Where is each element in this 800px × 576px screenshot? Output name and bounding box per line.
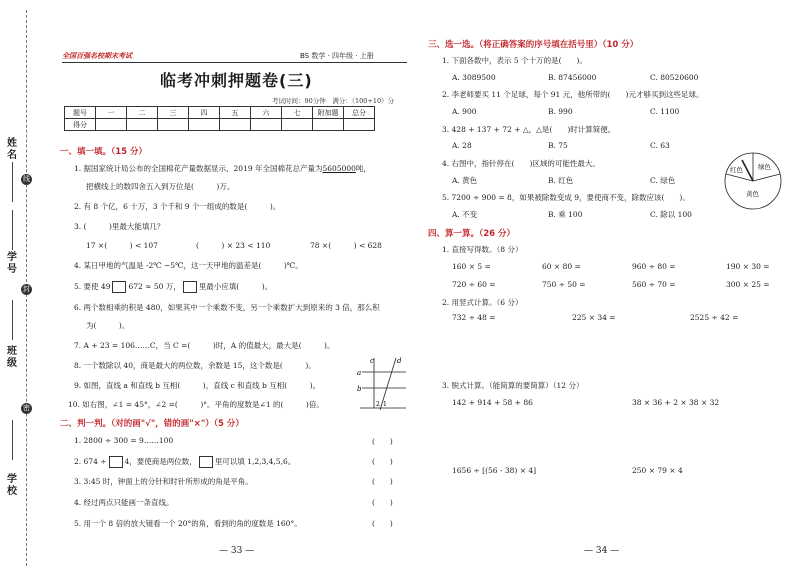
score-header-cell: 总分 [344, 107, 375, 119]
oral-item: 960 ÷ 80 = [632, 262, 676, 271]
compute-part-3: 3. 脱式计算。（能简算的要简算）（12 分） [442, 381, 584, 390]
seal-mark: 密 [23, 404, 30, 412]
question-1-cont: 把横线上的数四舍五入到万位是( )万。 [86, 182, 235, 191]
detached-item: 142 + 914 + 58 + 86 [452, 398, 533, 407]
q5-text: 里最小应填( )。 [198, 282, 273, 291]
option: A. 28 [452, 141, 472, 150]
score-header-cell: 二 [127, 107, 158, 119]
name-underline [12, 162, 13, 202]
question-2: 2. 有 8 个亿，6 十万，3 个千和 9 个一组成的数是( )。 [74, 202, 281, 211]
question-6: 6. 两个数相乘的积是 480，如果其中一个乘数不变，另一个乘数扩大到原来的 3 倍，那么积 [74, 303, 380, 312]
answer-bracket[interactable]: ( ) [372, 519, 393, 528]
q5-text: 672 ≈ 50 万， [128, 282, 181, 291]
header-rule [62, 62, 407, 63]
option: C. 绿色 [650, 176, 676, 185]
page-number-right: — 34 — [584, 546, 620, 556]
name-label: 姓名 [7, 138, 17, 161]
question-1 [74, 163, 371, 174]
score-header-cell: 七 [282, 107, 313, 119]
seal-mark: 封 [23, 285, 30, 293]
question-8: 8. 一个数除以 40，商是最大的两位数，余数是 15，这个数是( )。 [74, 361, 316, 370]
score-cell[interactable] [313, 119, 344, 131]
question-6-cont: 为( )。 [86, 321, 130, 330]
seal-mark: 线 [23, 175, 30, 183]
answer-bracket[interactable]: ( ) [372, 457, 393, 466]
option: C. 除以 100 [650, 210, 692, 219]
compute-part-1: 1. 直接写得数。（8 分） [442, 245, 523, 254]
score-cell[interactable] [127, 119, 158, 131]
answer-bracket[interactable]: ( ) [372, 477, 393, 486]
section-fill-title: 一、填一填。（15 分） [60, 147, 148, 157]
score-header-cell: 一 [96, 107, 127, 119]
q5-text: 5. 要使 49 [74, 282, 111, 291]
q1-unit: 吨， [355, 164, 371, 173]
angle-1-label: 1 [383, 401, 387, 408]
angle-2-label: 2 [376, 401, 380, 408]
option: A. 900 [452, 107, 477, 116]
page-title: 临考冲刺押题卷(三) [160, 71, 313, 90]
oral-item: 190 × 30 = [726, 262, 770, 271]
compute-part-2: 2. 用竖式计算。（6 分） [442, 298, 523, 307]
series-label: 全国百强名校期末考试 [62, 51, 132, 60]
question-3: 3. ( )里最大能填几？ [74, 222, 165, 231]
option: A. 黄色 [452, 176, 478, 185]
q-text: 2. 674 ÷ [74, 457, 107, 466]
judge-q4: 4. 经过两点只能画一条直线。 [74, 498, 174, 507]
label-a: a [357, 369, 362, 377]
spinner-figure [722, 150, 784, 212]
question-9: 9. 如图，直线 a 和直线 b 互相( )，直线 c 和直线 b 互相( )。 [74, 381, 321, 390]
q-text: 4，要使商是两位数， [124, 457, 197, 466]
sector-yellow-label: 黄色 [746, 190, 759, 198]
judge-q3: 3. 3:45 时，钟面上的分针和时针所形成的角是平角。 [74, 477, 253, 486]
score-cell[interactable] [189, 119, 220, 131]
question-3a: 17 ×( ) < 107 [86, 241, 158, 250]
oral-item: 160 × 5 = [452, 262, 491, 271]
page-number-left: — 33 — [219, 546, 255, 556]
blank-box[interactable] [199, 456, 213, 468]
question-7: 7. A + 23 = 106……C，当 C =( )时，A 的值最大，最大是( )。 [74, 341, 335, 350]
label-c: c [370, 357, 374, 365]
sector-red-label: 红色 [730, 166, 743, 174]
score-row-label: 得分 [65, 119, 96, 131]
blank-box[interactable] [112, 281, 126, 293]
question-3c: 78 ×( ) < 628 [310, 241, 382, 250]
class-underline [12, 300, 13, 340]
exam-meta: 考试时间：90分钟 满分：（100+10）分 [272, 97, 395, 105]
score-header-cell: 五 [220, 107, 251, 119]
section-choose-title: 三、选一选。（将正确答案的序号填在括号里）（10 分） [428, 40, 639, 50]
oral-item: 560 ÷ 70 = [632, 280, 676, 289]
choice-q4: 4. 右图中，指针停在( )区域的可能性最大。 [442, 159, 600, 168]
option: C. 63 [650, 141, 670, 150]
q1-text: 1. 据国家统计局公布的全国棉花产量数据显示，2019 年全国棉花总产量为 [74, 164, 323, 173]
section-compute-title: 四、算一算。（26 分） [428, 229, 516, 239]
vertical-item: 225 × 34 = [572, 313, 616, 322]
number-underline [12, 210, 13, 250]
option: B. 990 [548, 107, 573, 116]
judge-q2 [74, 456, 295, 468]
score-cell[interactable] [96, 119, 127, 131]
course-label: BS 数学 · 四年级 · 上册 [300, 52, 374, 60]
section-judge-title: 二、判一判。（对的画"√"，错的画"×"）（5 分） [60, 419, 244, 429]
detached-item: 38 × 36 + 2 × 38 × 32 [632, 398, 720, 407]
student-number-label: 学号 [7, 252, 17, 275]
class-label: 班级 [7, 346, 17, 369]
school-underline [12, 420, 13, 460]
lines-angle-figure [356, 356, 408, 412]
score-cell[interactable] [251, 119, 282, 131]
score-header-cell: 附加题 [313, 107, 344, 119]
option: A. 3089500 [452, 73, 496, 82]
school-label: 学校 [7, 474, 17, 497]
score-cell[interactable] [282, 119, 313, 131]
detached-item: 250 × 79 × 4 [632, 466, 683, 475]
score-header-cell: 六 [251, 107, 282, 119]
answer-bracket[interactable]: ( ) [372, 498, 393, 507]
choice-q2: 2. 李老师要买 11 个足球，每个 91 元，他所带的( )元才够买到这些足球。 [442, 90, 704, 99]
option: B. 红色 [548, 176, 574, 185]
oral-item: 60 × 80 = [542, 262, 581, 271]
question-5 [74, 281, 272, 293]
blank-box[interactable] [183, 281, 197, 293]
option: C. 1100 [650, 107, 680, 116]
q1-number: 5605000 [322, 164, 356, 173]
score-header-cell: 三 [158, 107, 189, 119]
label-b: b [357, 385, 362, 393]
oral-item: 300 × 25 = [726, 280, 770, 289]
judge-q5: 5. 用一个 8 倍的放大镜看一个 20°的角，看到的角的度数是 160°。 [74, 519, 302, 528]
vertical-item: 732 ÷ 48 = [452, 313, 496, 322]
option: C. 80520600 [650, 73, 699, 82]
label-d: d [397, 357, 402, 365]
vertical-item: 2525 ÷ 42 = [690, 313, 739, 322]
score-header-cell: 四 [189, 107, 220, 119]
option: A. 不变 [452, 210, 478, 219]
option: B. 乘 100 [548, 210, 583, 219]
answer-bracket[interactable]: ( ) [372, 437, 393, 446]
score-header-cell: 题号 [65, 107, 96, 119]
blank-box[interactable] [109, 456, 123, 468]
q-text: 里可以填 1,2,3,4,5,6。 [214, 457, 296, 466]
question-3b: ( ) × 23 < 110 [196, 241, 271, 250]
option: B. 87456000 [548, 73, 597, 82]
judge-q1: 1. 2800 ÷ 300 = 9……100 [74, 436, 174, 445]
option: B. 75 [548, 141, 568, 150]
score-cell[interactable] [344, 119, 375, 131]
detached-item: 1656 ÷ [(56 - 38) × 4] [452, 466, 537, 475]
oral-item: 720 ÷ 60 = [452, 280, 496, 289]
binding-margin [0, 0, 44, 576]
oral-item: 750 ÷ 50 = [542, 280, 586, 289]
choice-q1: 1. 下面各数中，表示 5 个十万的是( )。 [442, 56, 587, 65]
choice-q3: 3. 428 + 137 + 72 + △，△是( )时计算简便。 [442, 125, 616, 134]
score-cell[interactable] [220, 119, 251, 131]
question-10: 10. 如右图，∠1 = 45°，∠2 =( )°。平角的度数是∠1 的( )倍。 [68, 400, 324, 409]
score-table [64, 106, 375, 131]
question-4: 4. 某日甲地的气温是 -2℃ ~5℃，这一天甲地的温差是( )℃。 [74, 261, 303, 270]
sector-green-label: 绿色 [758, 163, 771, 171]
score-cell[interactable] [158, 119, 189, 131]
choice-q5: 5. 7200 ÷ 900 = 8，如果被除数变成 9，要使商不变，除数应该( )。 [442, 193, 690, 202]
